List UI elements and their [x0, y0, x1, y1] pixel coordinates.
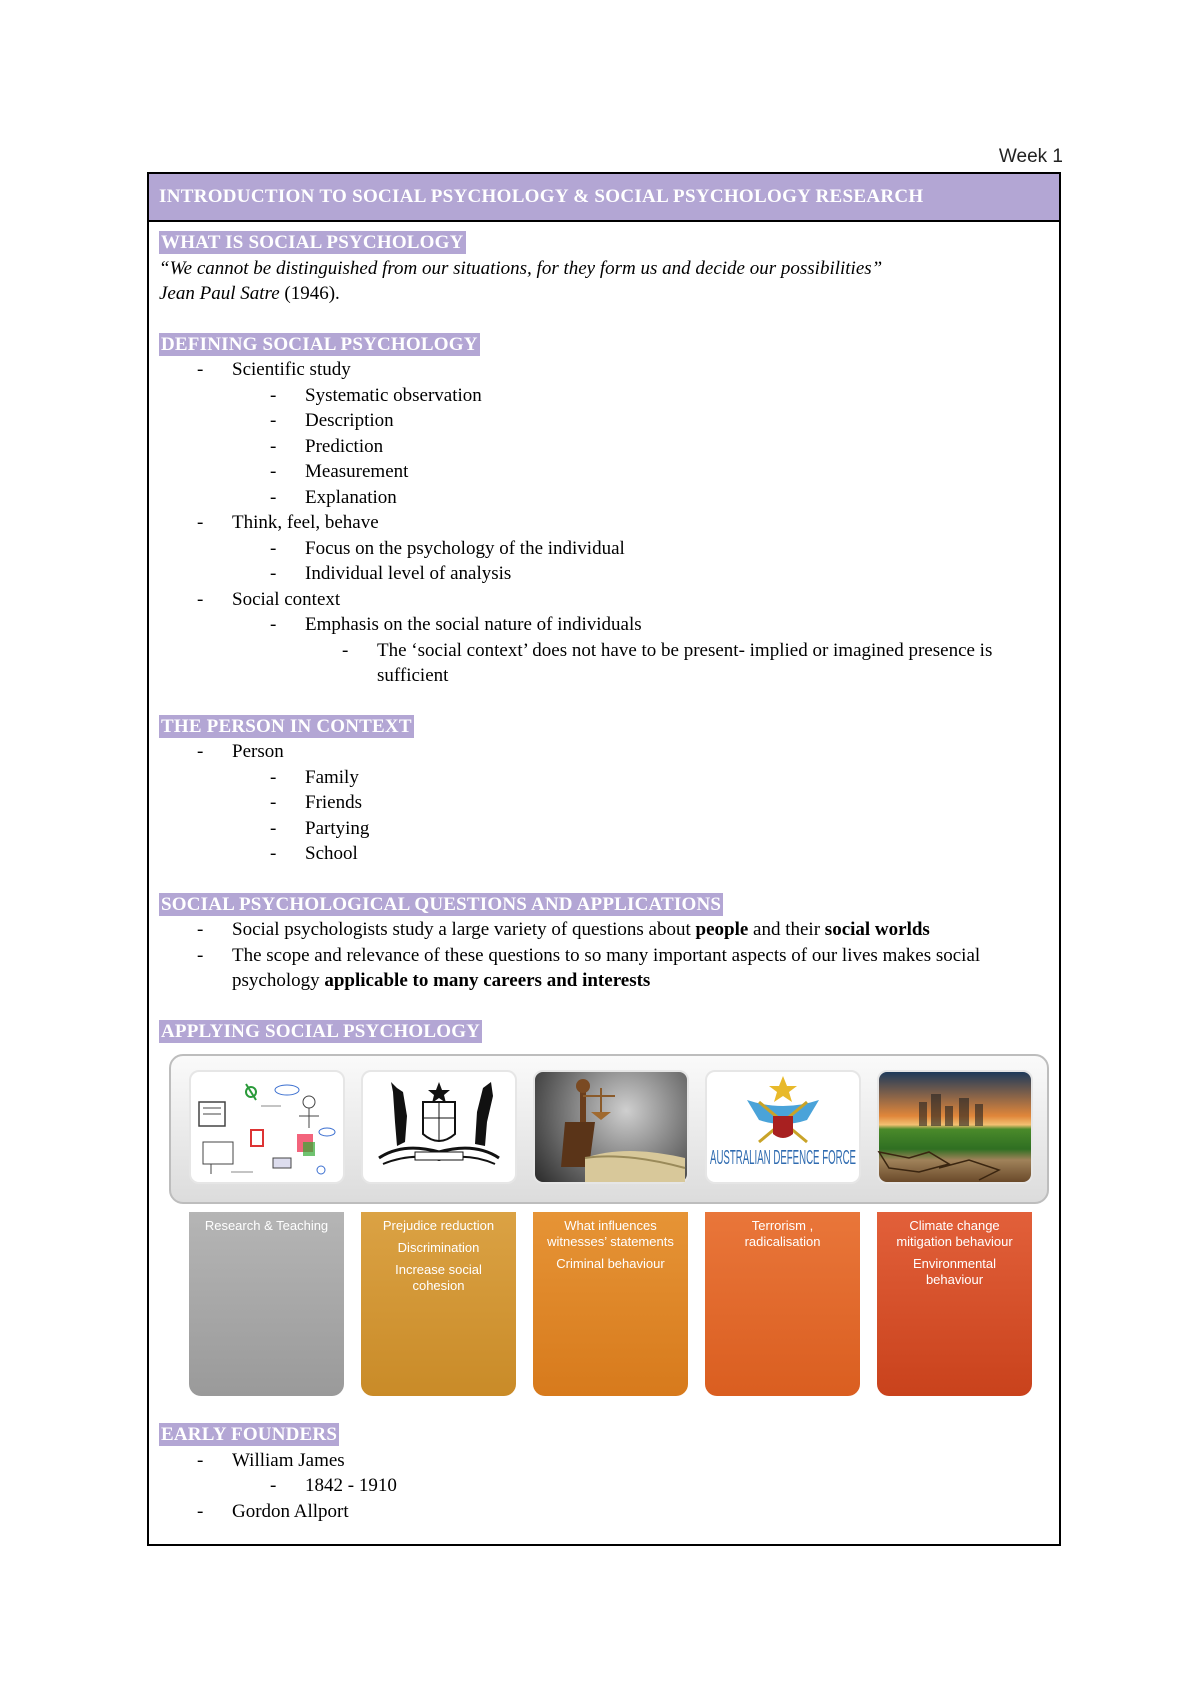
panel-label: Criminal behaviour — [556, 1256, 665, 1271]
week-label: Week 1 — [998, 146, 1063, 167]
section-what-is — [159, 230, 1049, 307]
applications-graphic — [159, 1050, 1059, 1400]
list-item: - The ‘social context’ does not have to be present- implied or imagined presence is sufficient — [342, 639, 993, 686]
page-title: INTRODUCTION TO SOCIAL PSYCHOLOGY & SOCIAL PSYCHOLOGY RESEARCH — [149, 174, 1059, 222]
section-applying — [159, 1019, 1049, 1401]
panel-label: Increase social cohesion — [395, 1262, 482, 1293]
section-questions — [159, 892, 1049, 994]
section-heading: SOCIAL PSYCHOLOGICAL QUESTIONS AND APPLICATIONS — [161, 893, 722, 915]
list-item: - Systematic observation — [270, 384, 482, 406]
list-item: - Scientific study — [197, 359, 351, 380]
list-item: - Focus on the psychology of the individual — [270, 537, 625, 559]
notes-box — [147, 172, 1061, 1546]
quote-text: “We cannot be distinguished from our situations, for they form us and decide our possibilities” — [159, 257, 883, 279]
section-heading: EARLY FOUNDERS — [161, 1424, 338, 1445]
bullet-list — [159, 1448, 1049, 1525]
application-panel-prejudice — [361, 1212, 516, 1396]
list-item: - The scope and relevance of these questions to so many important aspects of our lives makes social psychology applicable to many careers and interests — [197, 944, 981, 991]
section-heading: DEFINING SOCIAL PSYCHOLOGY — [161, 333, 478, 355]
list-item: - School — [270, 843, 358, 864]
list-item: - Social context — [197, 588, 341, 610]
adf-logo-text: AUSTRALIAN DEFENCE FORCE — [710, 1147, 856, 1169]
list-item: - Partying — [270, 817, 370, 839]
list-item: - Gordon Allport — [197, 1500, 349, 1522]
list-item: - Emphasis on the social nature of individuals — [270, 614, 642, 635]
list-item: - Family — [270, 766, 359, 788]
application-panel-climate — [877, 1212, 1032, 1396]
list-item: - Friends — [270, 792, 362, 813]
panel-label: Terrorism , radicalisation — [744, 1218, 821, 1249]
panel-label: What influences witnesses’ statements — [547, 1218, 674, 1249]
quote-author: Jean Paul Satre — [159, 283, 280, 304]
panel-label: Environmental behaviour — [912, 1256, 997, 1287]
list-item: - 1842 - 1910 — [270, 1475, 397, 1496]
section-heading: WHAT IS SOCIAL PSYCHOLOGY — [161, 232, 464, 253]
panel-label: Climate change mitigation behaviour — [896, 1218, 1013, 1249]
list-item: - Explanation — [270, 486, 397, 508]
climate-image — [877, 1070, 1033, 1184]
list-item: - Think, feel, behave — [197, 512, 379, 533]
research-sketch-image — [189, 1070, 345, 1184]
list-item: - William James — [197, 1449, 345, 1471]
application-panel-terrorism — [705, 1212, 860, 1396]
panel-label: Discrimination — [397, 1240, 480, 1255]
coat-of-arms-image — [361, 1070, 517, 1184]
adf-logo-image — [705, 1070, 861, 1184]
application-panel-research — [189, 1212, 344, 1396]
bullet-list — [159, 917, 1049, 994]
section-heading: APPLYING SOCIAL PSYCHOLOGY — [161, 1020, 481, 1042]
list-item: - Social psychologists study a large variety of questions about people and their social worlds — [197, 919, 930, 940]
bullet-list — [159, 357, 1049, 689]
list-item: - Measurement — [270, 461, 409, 482]
panel-label: Prejudice reduction — [382, 1218, 495, 1233]
list-item: - Person — [197, 741, 284, 762]
quote-year: (1946). — [284, 283, 340, 304]
application-panel-witnesses — [533, 1212, 688, 1396]
section-founders — [159, 1422, 1049, 1524]
section-defining — [159, 332, 1049, 689]
list-item: - Individual level of analysis — [270, 563, 512, 584]
list-item: - Prediction — [270, 435, 384, 457]
bullet-list — [159, 739, 1049, 867]
notes-content — [149, 222, 1059, 1524]
section-person — [159, 714, 1049, 867]
panel-label: Research & Teaching — [204, 1218, 329, 1233]
section-heading: THE PERSON IN CONTEXT — [161, 715, 412, 737]
justice-statue-image — [533, 1070, 689, 1184]
list-item: - Description — [270, 410, 394, 431]
